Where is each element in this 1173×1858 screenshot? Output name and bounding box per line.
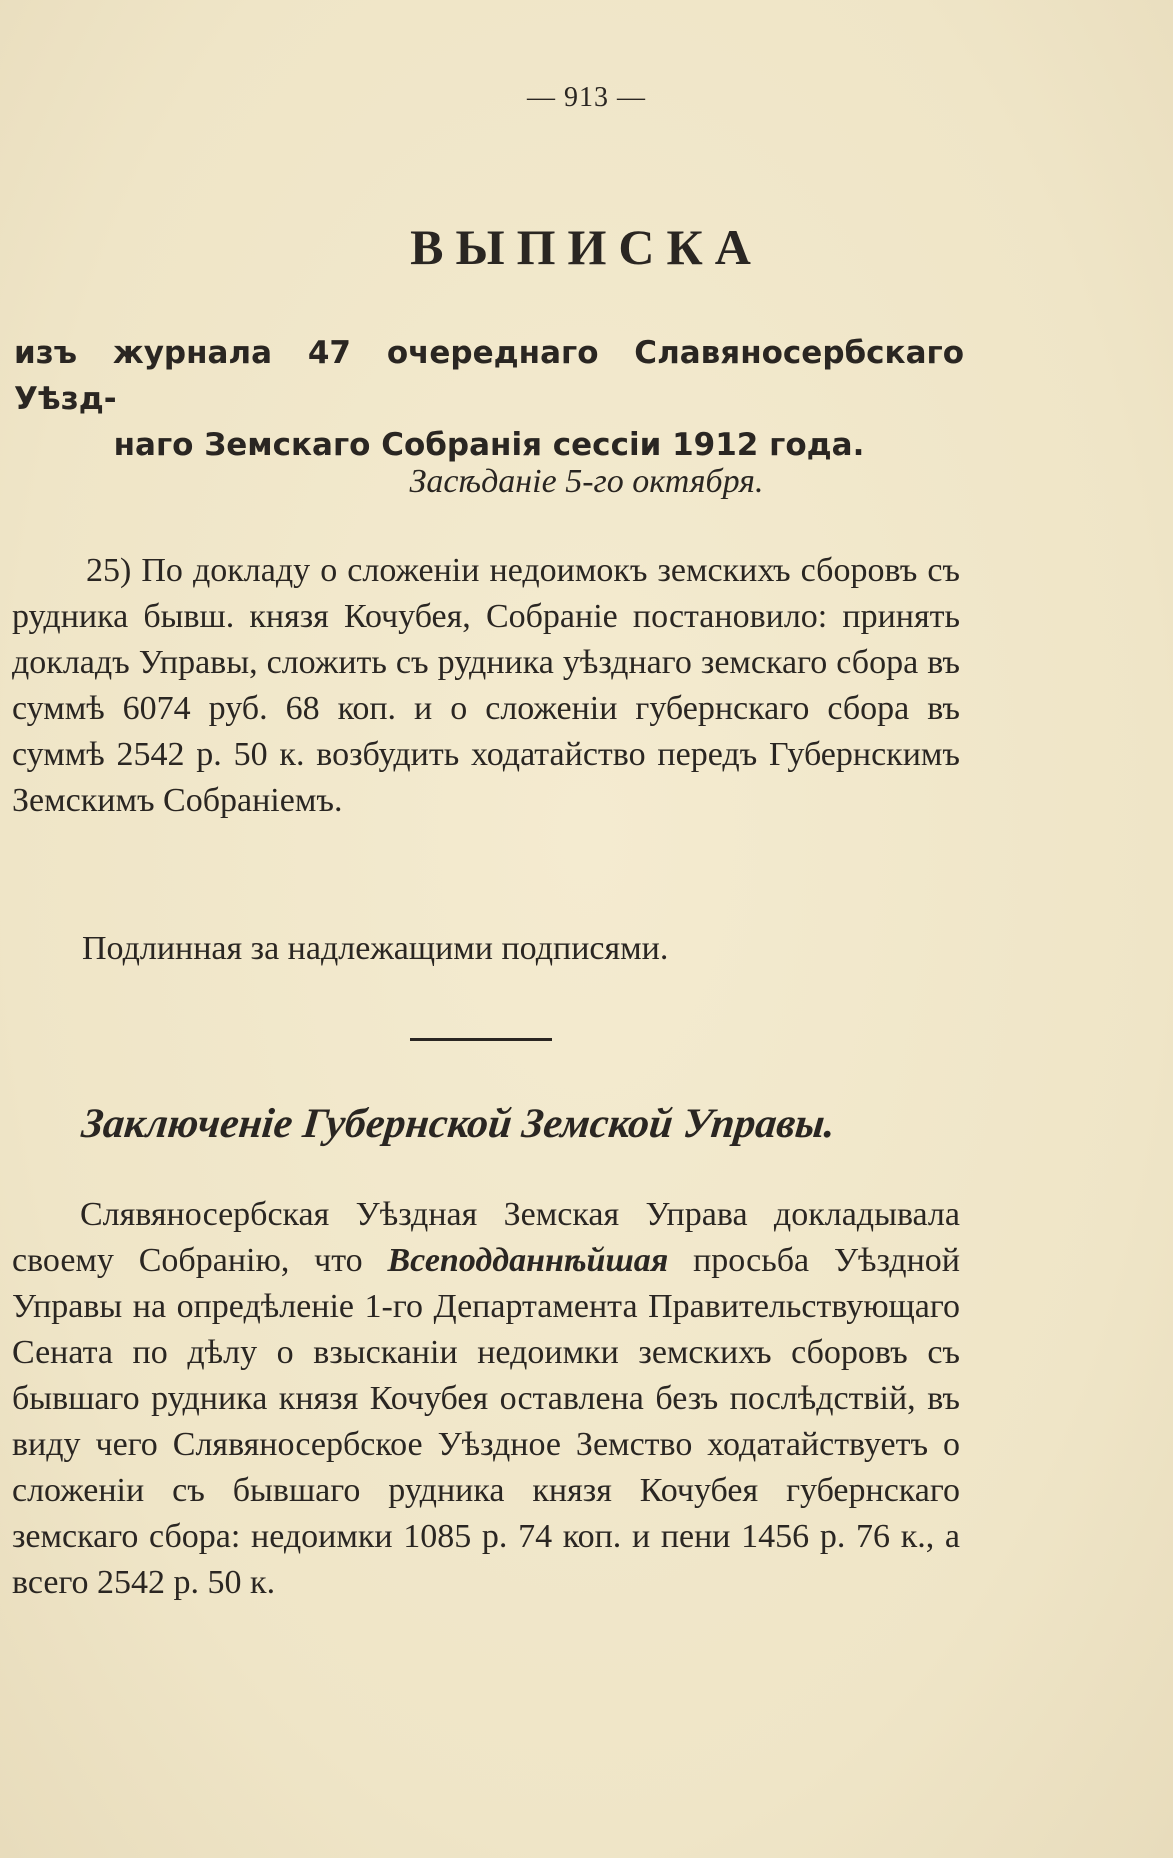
meeting-date: Засѣданіе 5-го октября. [409,463,764,500]
paragraph-resolution [12,548,960,824]
paragraph-resolution-text: 25) По докладу о сложеніи недоимокъ земскихъ сборовъ съ рудника бывш. князя Кочубея, Собраніе постановило: принять докладъ Управы, сложить съ рудника уѣзднаго земскаго сбора въ суммѣ 6074 руб. 68 коп. и о сложеніи губернскаго сбора въ суммѣ 2542 р. 50 к. возбудить ходатайство передъ Губернскимъ Земскимъ Собраніемъ. [12,552,960,819]
page-number: — 913 — [527,82,646,113]
subtitle-line-2: наго Земскаго Собранія сессіи 1912 года. [113,427,865,463]
paragraph-conclusion-italic: Всеподданнѣйшая [387,1242,669,1279]
conclusion-heading: Заключеніе Губернской Земской Управы. [79,1101,838,1147]
document-title: ВЫПИСКА [410,219,763,275]
paragraph-conclusion-part-b: просьба Уѣздной Управы на опредѣленіе 1-го Департамента Правительствующаго Сената по дѣлу о взысканіи недоимки земскихъ сборовъ съ бывшаго рудника князя Кочубея оставлена безъ послѣдствій, въ виду чего Слявяносербское Уѣздное Земство ходатайствуетъ о сложеніи съ бывшаго рудника князя Кочубея губернскаго земскаго сбора: недоимки 1085 р. 74 коп. и пени 1456 р. 76 к., а всего 2542 р. 50 к. [12,1242,960,1601]
paragraph-conclusion [12,1192,960,1606]
paragraph-conclusion-part-a: Слявяносербская Уѣздная Земская Управа докладывала своему Собранію, что [12,1196,960,1279]
subtitle-line-1: изъ журнала 47 очереднаго Славяносербскаго Уѣзд- [14,335,964,417]
section-divider [410,1038,552,1041]
document-subtitle [14,330,964,468]
signed-note: Подлинная за надлежащими подписями. [82,930,669,967]
